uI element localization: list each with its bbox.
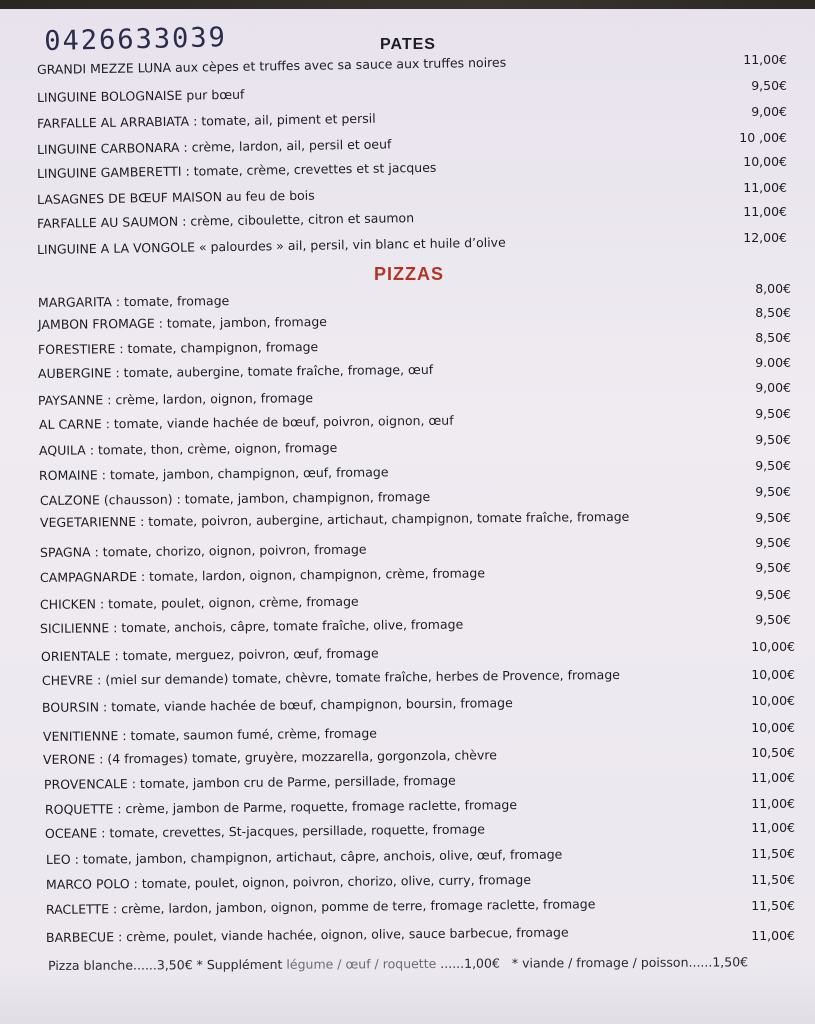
menu-item-row: [0, 458, 815, 483]
menu-item-name: PAYSANNE : crème, lardon, oignon, fromage: [37, 390, 314, 408]
menu-item-price: 12,00€: [743, 230, 787, 245]
menu-item-price: 8,50€: [755, 330, 791, 345]
menu-item-row: [0, 770, 815, 792]
menu-item-price: 11,50€: [751, 846, 795, 861]
menu-item-name: ORIENTALE : tomate, merguez, poivron, œuf, fromage: [40, 645, 379, 664]
menu-item-row: [0, 898, 815, 920]
menu-item-name: JAMBON FROMAGE : tomate, jambon, fromage: [37, 313, 328, 332]
menu-item-name: AL CARNE : tomate, viande hachée de bœuf, poivron, oignon, œuf: [38, 412, 454, 432]
menu-item-row: [0, 305, 815, 332]
menu-item-row: [0, 406, 815, 432]
menu-item-price: 11,00€: [751, 820, 795, 835]
menu-item-row: [0, 52, 815, 77]
menu-item-row: [0, 846, 815, 868]
menu-item-price: 11,00€: [743, 52, 787, 67]
menu-item-price: 11,00€: [751, 796, 795, 811]
menu-item-row: [0, 667, 815, 689]
menu-item-name: BOURSIN : tomate, viande hachée de bœuf, champignon, boursin, fromage: [41, 695, 513, 715]
menu-item-row: [0, 560, 815, 585]
menu-item-name: SPAGNA : tomate, chorizo, oignon, poivron, fromage: [39, 541, 367, 560]
extra-supplement-text: * viande / fromage / poisson......1,50€: [511, 954, 749, 971]
menu-item-row: [0, 535, 815, 560]
menu-item-name: VEGETARIENNE : tomate, poivron, aubergine, artichaut, champignon, tomate fraîche, fromage: [39, 508, 630, 530]
menu-item-name: LINGUINE CARBONARA : crème, lardon, ail, persil et oeuf: [36, 136, 392, 157]
menu-item-price: 9,00€: [751, 104, 787, 119]
menu-item-row: [0, 355, 815, 381]
menu-item-name: RACLETTE : crème, lardon, jambon, oignon, pomme de terre, fromage raclette, fromage: [45, 896, 596, 917]
menu-item-row: [0, 204, 815, 231]
menu-item-name: MARCO POLO : tomate, poulet, oignon, poivron, chorizo, olive, curry, fromage: [45, 871, 532, 892]
menu-item-price: 8,50€: [755, 305, 791, 320]
menu-item-row: [0, 484, 815, 506]
menu-item-name: BARBECUE : crème, poulet, viande hachée, oignon, olive, sauce barbecue, fromage: [45, 924, 569, 945]
menu-item-price: 10,00€: [751, 693, 795, 708]
menu-item-price: 8,00€: [755, 281, 791, 296]
menu-item-name: LASAGNES DE BŒUF MAISON au feu de bois: [36, 187, 315, 207]
pizza-blanche-text: Pizza blanche......3,50€: [48, 957, 193, 973]
menu-item-row: [0, 720, 815, 742]
menu-item-row: [0, 330, 815, 357]
menu-item-row: [0, 130, 815, 157]
menu-item-name: MARGARITA : tomate, fromage: [37, 292, 230, 310]
menu-item-row: [0, 796, 815, 818]
menu-item-name: VERONE : (4 fromages) tomate, gruyère, mozzarella, gorgonzola, chèvre: [42, 747, 497, 767]
menu-item-row: [0, 432, 815, 458]
menu-item-price: 9,50€: [755, 510, 791, 525]
menu-item-price: 9.00€: [755, 355, 791, 370]
menu-item-price: 9,50€: [755, 587, 791, 602]
menu-item-name: OCEANE : tomate, crevettes, St-jacques, persillade, roquette, fromage: [44, 821, 486, 841]
table-edge: [0, 0, 815, 9]
menu-item-name: VENITIENNE : tomate, saumon fumé, crème, fromage: [42, 725, 378, 744]
menu-item-name: AUBERGINE : tomate, aubergine, tomate fraîche, fromage, œuf: [37, 361, 434, 381]
menu-item-name: ROMAINE : tomate, jambon, champignon, œuf, fromage: [38, 464, 389, 483]
menu-item-row: [0, 78, 815, 105]
menu-item-price: 9,50€: [755, 406, 791, 421]
supplement-items: légume / œuf / roquette: [286, 955, 437, 972]
menu-item-name: SICILIENNE : tomate, anchois, câpre, tomate fraîche, olive, fromage: [39, 616, 464, 636]
menu-item-price: 11,50€: [751, 872, 795, 887]
menu-item-row: [0, 693, 815, 715]
menu-item-name: LINGUINE BOLOGNAISE pur bœuf: [36, 86, 245, 105]
menu-item-name: FARFALLE AU SAUMON : crème, ciboulette, citron et saumon: [36, 210, 415, 231]
pates-section-title: PATES: [380, 36, 436, 53]
menu-item-price: 11,00€: [751, 770, 795, 785]
handwritten-phone-number: 0426633039: [44, 22, 228, 57]
menu-item-name: CHICKEN : tomate, poulet, oignon, crème, fromage: [39, 593, 359, 612]
menu-item-row: [0, 380, 815, 408]
menu-item-price: 11,00€: [743, 180, 787, 195]
menu-item-price: 9,50€: [755, 484, 791, 499]
menu-item-name: CHEVRE : (miel sur demande) tomate, chèvre, tomate fraîche, herbes de Provence, fromage: [41, 666, 620, 688]
menu-item-row: [0, 612, 815, 634]
menu-item-price: 9,50€: [755, 612, 791, 627]
menu-item-row: [0, 230, 815, 257]
supplement-price: ......1,00€: [440, 955, 500, 971]
footer-supplements: [48, 954, 808, 973]
menu-item-name: PROVENCALE : tomate, jambon cru de Parme, persillade, fromage: [43, 772, 456, 792]
menu-item-price: 9,00€: [755, 380, 791, 395]
menu-item-name: GRANDI MEZZE LUNA aux cèpes et truffes avec sa sauce aux truffes noires: [36, 54, 507, 77]
menu-item-price: 11,00€: [751, 928, 795, 943]
menu-item-price: 9,50€: [755, 432, 791, 447]
menu-item-row: [0, 510, 815, 532]
menu-item-name: FORESTIERE : tomate, champignon, fromage: [37, 339, 319, 357]
menu-item-price: 10,00€: [751, 720, 795, 735]
menu-item-row: [0, 924, 815, 950]
menu-item-row: [0, 820, 815, 842]
menu-item-price: 9,50€: [751, 78, 787, 93]
menu-item-name: FARFALLE AL ARRABIATA : tomate, ail, piment et persil: [36, 110, 376, 131]
menu-item-price: 10,00€: [751, 639, 795, 654]
menu-item-price: 10,00€: [751, 667, 795, 682]
menu-item-row: [0, 587, 815, 612]
menu-item-price: 9,50€: [755, 458, 791, 473]
menu-item-name: CALZONE (chausson) : tomate, jambon, champignon, fromage: [39, 488, 431, 508]
supplement-prefix: * Supplément: [196, 956, 283, 973]
menu-item-row: [0, 745, 815, 767]
menu-item-row: [0, 104, 815, 131]
menu-item-price: 10,00€: [743, 154, 787, 169]
menu-item-row: [0, 639, 815, 664]
menu-item-name: CAMPAGNARDE : tomate, lardon, oignon, champignon, crème, fromage: [39, 565, 486, 585]
pizzas-section-title: PIZZAS: [374, 264, 445, 284]
menu-item-row: [0, 281, 815, 310]
menu-item-name: ROQUETTE : crème, jambon de Parme, roquette, fromage raclette, fromage: [44, 797, 518, 817]
menu-item-name: LINGUINE GAMBERETTI : tomate, crème, crevettes et st jacques: [36, 159, 437, 181]
menu-item-row: [0, 180, 815, 207]
menu-item-price: 9,50€: [755, 535, 791, 550]
menu-item-row: [0, 872, 815, 894]
menu-item-price: 9,50€: [755, 560, 791, 575]
menu-item-price: 11,00€: [743, 204, 787, 219]
menu-item-row: [0, 154, 815, 181]
menu-item-price: 10,50€: [751, 745, 795, 760]
paper-shadow: [0, 974, 815, 1024]
menu-item-name: AQUILA : tomate, thon, crème, oignon, fromage: [38, 439, 338, 458]
menu-item-name: LEO : tomate, jambon, champignon, artichaut, câpre, anchois, olive, œuf, fromage: [45, 846, 563, 867]
menu-item-name: LINGUINE A LA VONGOLE « palourdes » ail, persil, vin blanc et huile d’olive: [36, 234, 506, 257]
menu-item-price: 11,50€: [751, 898, 795, 913]
menu-item-price: 10 ,00€: [739, 130, 787, 145]
